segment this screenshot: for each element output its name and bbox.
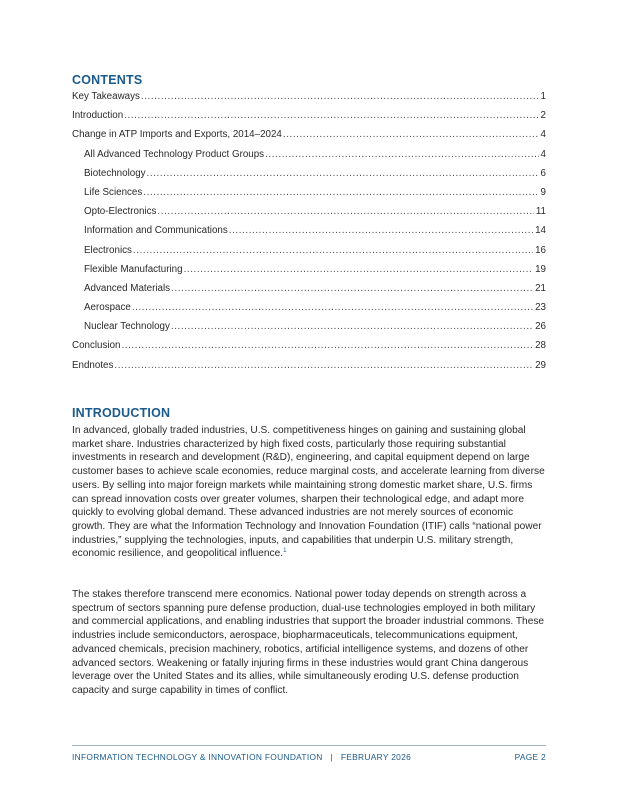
page-footer bbox=[72, 752, 546, 762]
toc-entry[interactable] bbox=[72, 110, 546, 129]
toc-entry-page: 23 bbox=[535, 302, 546, 314]
toc-entry[interactable] bbox=[72, 225, 546, 244]
toc-leader-dots bbox=[124, 110, 538, 121]
toc-entry-page: 29 bbox=[535, 359, 546, 371]
toc-leader-dots bbox=[114, 360, 533, 371]
contents-heading: CONTENTS bbox=[72, 73, 143, 87]
toc-leader-dots bbox=[283, 129, 539, 140]
toc-entry-label: Information and Communications bbox=[84, 225, 228, 237]
toc-entry[interactable] bbox=[72, 168, 546, 187]
toc-entry[interactable] bbox=[72, 245, 546, 264]
toc-entry-label: Introduction bbox=[72, 110, 124, 122]
toc-leader-dots bbox=[133, 245, 533, 256]
toc-entry[interactable] bbox=[72, 149, 546, 168]
toc-entry-label: Key Takeaways bbox=[72, 91, 140, 102]
toc-entry-page: 11 bbox=[535, 206, 546, 218]
toc-entry-label: Advanced Materials bbox=[84, 282, 171, 294]
toc-entry-page: 19 bbox=[535, 263, 546, 275]
toc-leader-dots bbox=[229, 225, 533, 236]
toc-leader-dots bbox=[265, 149, 538, 160]
footer-organization-date: INFORMATION TECHNOLOGY & INNOVATION FOUNDATION | FEBRUARY 2026 bbox=[72, 752, 412, 762]
footer-divider bbox=[72, 745, 546, 746]
toc-entry-label: All Advanced Technology Product Groups bbox=[84, 148, 265, 160]
toc-entry[interactable] bbox=[72, 321, 546, 340]
toc-entry-label: Endnotes bbox=[72, 359, 114, 371]
toc-entry-page: 9 bbox=[540, 186, 546, 198]
intro-paragraph-2: The stakes therefore transcend mere economics. National power today depends on strength across a spectrum of sectors spanning pure defense production, dual-use technologies employed in both military and commercial applications, and enabling industries that support the broader industrial commons. These industries include semiconductors, aerospace, biopharmaceuticals, telecommunications equipment, advanced chemicals, precision machinery, robotics, artificial intelligence systems, and dozens of other advanced sectors. Weakening or fatally injuring firms in these industries would grant China dangerous leverage over the United States and its allies, while simultaneously eroding U.S. defense production capacity and surge capability in times of conflict. bbox=[72, 589, 545, 696]
toc-leader-dots bbox=[147, 168, 539, 179]
toc-entry-label: Nuclear Technology bbox=[84, 321, 170, 333]
toc-entry-label: Aerospace bbox=[84, 302, 131, 314]
toc-entry-label: Biotechnology bbox=[84, 167, 146, 179]
toc-entry[interactable] bbox=[72, 187, 546, 206]
toc-entry[interactable] bbox=[72, 206, 546, 225]
toc-entry-page: 4 bbox=[540, 148, 546, 160]
toc-entry[interactable] bbox=[72, 264, 546, 283]
intro-paragraph-1-text: In advanced, globally traded industries, U.S. competitiveness hinges on gaining and sustaining global market share. Industries characterized by high fixed costs, particularly those requiring substantial investments in research and development (R&D), engineering, and capital equipment depend on large customer bases to achieve scale economies, reduce marginal costs, and accelerate learning from diverse users. By selling into major foreign markets while maintaining strong domestic market share, U.S. firms can spread innovation costs over greater volumes, sharpen their technological edge, and adapt more quickly to evolving global demand. These advanced industries are not merely sources of economic growth. They are what the Information Technology and Innovation Foundation (ITIF) calls “national power industries,” supplying the technologies, inputs, and capabilities that underpin U.S. military strength, economic resilience, and geopolitical influence. bbox=[72, 425, 545, 560]
toc-leader-dots bbox=[143, 187, 538, 198]
toc-entry[interactable] bbox=[72, 302, 546, 321]
introduction-heading: INTRODUCTION bbox=[72, 406, 171, 420]
toc-entry-page: 16 bbox=[535, 244, 546, 256]
toc-leader-dots bbox=[121, 340, 533, 351]
toc-entry-label: Life Sciences bbox=[84, 186, 143, 198]
toc-entry-page: 14 bbox=[535, 225, 546, 237]
toc-entry-page: 26 bbox=[535, 321, 546, 333]
toc-entry-page: 21 bbox=[535, 282, 546, 294]
toc-entry[interactable] bbox=[72, 91, 546, 110]
toc-entry-page: 28 bbox=[535, 340, 546, 352]
toc-entry-page: 4 bbox=[540, 129, 546, 141]
toc-leader-dots bbox=[157, 206, 533, 217]
toc-entry[interactable] bbox=[72, 283, 546, 302]
table-of-contents bbox=[72, 91, 546, 379]
footnote-ref-1[interactable]: 1 bbox=[283, 548, 287, 555]
footer-page-number: PAGE 2 bbox=[514, 752, 546, 762]
toc-entry-label: Change in ATP Imports and Exports, 2014–2024 bbox=[72, 129, 282, 141]
toc-leader-dots bbox=[171, 321, 533, 332]
toc-entry[interactable] bbox=[72, 129, 546, 148]
toc-entry-label: Conclusion bbox=[72, 340, 121, 352]
toc-entry[interactable] bbox=[72, 360, 546, 379]
toc-entry-page: 1 bbox=[540, 91, 546, 102]
toc-entry-label: Flexible Manufacturing bbox=[84, 263, 183, 275]
toc-leader-dots bbox=[141, 91, 539, 102]
toc-entry-page: 6 bbox=[540, 167, 546, 179]
toc-entry-label: Electronics bbox=[84, 244, 132, 256]
toc-leader-dots bbox=[132, 302, 533, 313]
toc-leader-dots bbox=[184, 264, 534, 275]
intro-paragraph-1 bbox=[72, 424, 548, 561]
toc-entry-page: 2 bbox=[540, 110, 546, 122]
toc-entry-label: Opto-Electronics bbox=[84, 206, 157, 218]
toc-leader-dots bbox=[171, 283, 533, 294]
toc-entry[interactable] bbox=[72, 340, 546, 359]
